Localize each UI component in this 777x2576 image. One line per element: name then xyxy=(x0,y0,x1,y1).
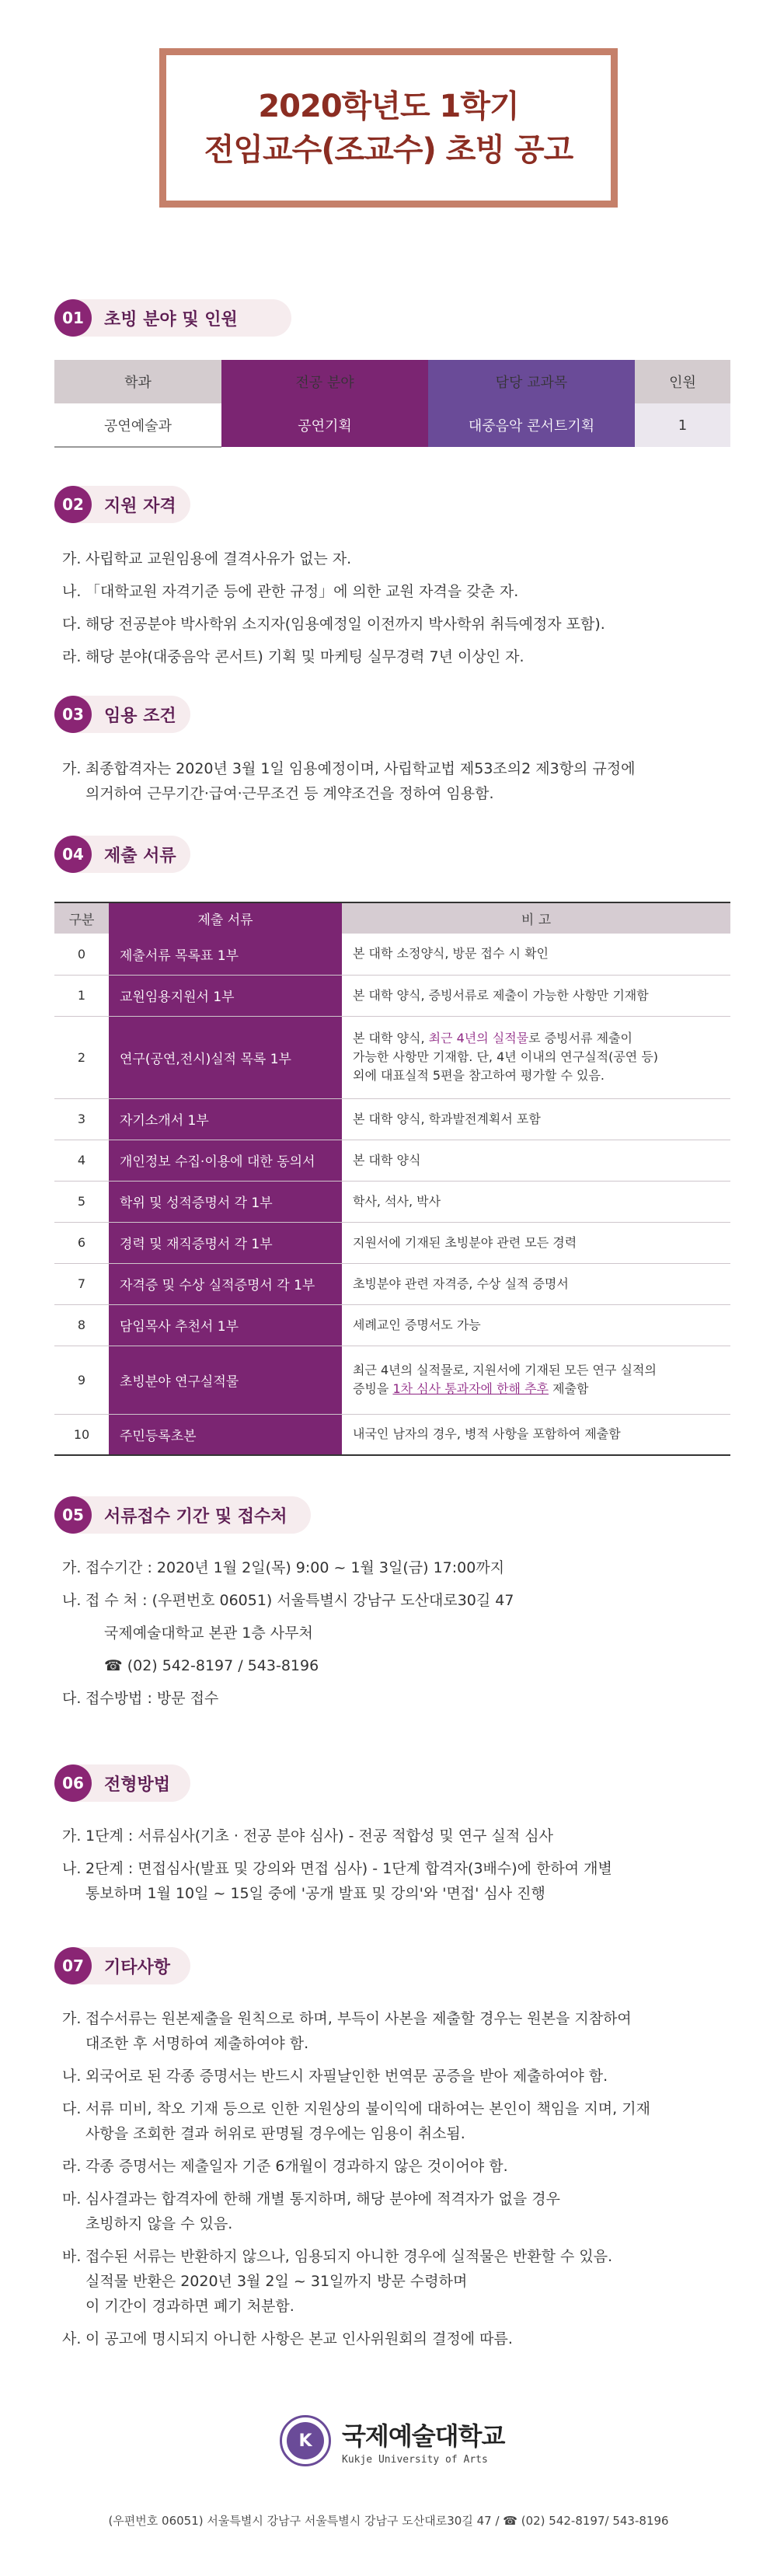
row-number: 0 xyxy=(54,934,109,975)
row-number: 10 xyxy=(54,1414,109,1455)
row-remark: 세례교인 증명서도 가능 xyxy=(342,1304,730,1346)
section-number: 02 xyxy=(54,486,92,523)
row-number: 2 xyxy=(54,1016,109,1098)
header-cell: 학과 xyxy=(54,360,221,403)
list-text: 이 공고에 명시되지 아니한 사항은 본교 인사위원회의 결정에 따름. xyxy=(85,2330,513,2347)
list-text: 접 수 처 : (우편번호 06051) 서울특별시 강남구 도산대로30길 47 xyxy=(85,1592,514,1609)
table-row xyxy=(54,1016,730,1098)
remark-text: 제출함 xyxy=(549,1381,589,1396)
list-marker: 가. xyxy=(62,1559,82,1576)
list-text: 2단계 : 면접심사(발표 및 강의와 면접 심사) - 1단계 합격자(3배수)에 한하여 개별 통보하며 1월 10일 ~ 15일 중에 '공개 발표 및 강의'와 '면접' 심사 진행 xyxy=(85,1860,612,1902)
list-item xyxy=(62,579,730,604)
section-header xyxy=(54,696,730,733)
list-text: 접수된 서류는 반환하지 않으나, 임용되지 아니한 경우에 실적물은 반환할 수 있음. 실적물 반환은 2020년 3월 2일 ~ 31일까지 방문 수령하며 이 기간이 경과하면 폐기 처분함. xyxy=(85,2248,613,2315)
list-item xyxy=(62,1555,730,1580)
title-line-2: 전임교수(조교수) 초빙 공고 xyxy=(204,131,573,168)
qualifications-list xyxy=(54,546,730,669)
row-remark: 본 대학 소정양식, 방문 접수 시 확인 xyxy=(342,934,730,975)
list-item xyxy=(62,612,730,637)
list-text: 최종합격자는 2020년 3월 1일 임용예정이며, 사립학교법 제53조의2 제3항의 규정에 의거하여 근무기간·급여·근무조건 등 계약조건을 정하여 임용함. xyxy=(85,760,636,802)
header-cell: 담당 교과목 xyxy=(428,360,635,403)
row-document: 담임목사 추천서 1부 xyxy=(109,1304,342,1346)
list-item xyxy=(62,2006,730,2056)
remark-text: 로 증빙서류 제출이 가능한 사항만 기재함. 단, 4년 이내의 연구실적(공연 등) 외에 대표실적 5편을 참고하여 평가할 수 있음. xyxy=(353,1031,659,1083)
section-number: 05 xyxy=(54,1496,92,1534)
row-remark: 본 대학 양식, 학과발전계획서 포함 xyxy=(342,1098,730,1140)
table-row xyxy=(54,1140,730,1181)
list-item xyxy=(62,546,730,571)
row-remark: 본 대학 양식 xyxy=(342,1140,730,1181)
list-item xyxy=(62,1588,730,1613)
row-document: 경력 및 재직증명서 각 1부 xyxy=(109,1222,342,1263)
title-line-1: 2020학년도 1학기 xyxy=(258,88,519,124)
list-marker: 바. xyxy=(62,2248,82,2265)
title-box xyxy=(159,48,618,208)
row-remark: 지원서에 기재된 초빙분야 관련 모든 경력 xyxy=(342,1222,730,1263)
section-screening xyxy=(54,1764,730,1914)
list-text: 접수서류는 원본제출을 원칙으로 하며, 부득이 사본을 제출할 경우는 원본을 지참하여 대조한 후 서명하여 제출하여야 함. xyxy=(85,2010,632,2052)
row-number: 3 xyxy=(54,1098,109,1140)
list-item xyxy=(62,644,730,669)
table-row xyxy=(54,1098,730,1140)
row-document: 제출서류 목록표 1부 xyxy=(109,934,342,975)
row-remark: 초빙분야 관련 자격증, 수상 실적 증명서 xyxy=(342,1263,730,1304)
list-item xyxy=(62,1824,730,1848)
section-number: 06 xyxy=(54,1764,92,1802)
list-marker: 가. xyxy=(62,760,82,777)
list-marker: 나. xyxy=(62,583,82,600)
section-title: 제출 서류 xyxy=(104,846,176,866)
list-text: 심사결과는 합격자에 한해 개별 통지하며, 해당 분야에 적격자가 없을 경우 초빙하지 않을 수 있음. xyxy=(85,2190,561,2232)
header-cell: 구분 xyxy=(54,902,109,934)
row-remark: 학사, 석사, 박사 xyxy=(342,1181,730,1222)
section-qualifications xyxy=(54,486,730,677)
section-title: 기타사항 xyxy=(104,1957,171,1977)
table-row xyxy=(54,1346,730,1414)
conditions-list xyxy=(54,756,730,806)
header-cell: 인원 xyxy=(635,360,730,403)
cell-course: 대중음악 콘서트기획 xyxy=(428,403,635,447)
list-item xyxy=(62,2154,730,2179)
list-marker: 라. xyxy=(62,648,82,665)
section-number: 01 xyxy=(54,299,92,337)
list-item xyxy=(62,756,730,806)
list-text: 「대학교원 자격기준 등에 관한 규정」에 의한 교원 자격을 갖춘 자. xyxy=(85,583,519,600)
row-document: 주민등록초본 xyxy=(109,1414,342,1455)
row-number: 7 xyxy=(54,1263,109,1304)
section-positions xyxy=(54,299,730,337)
table-header-row xyxy=(54,902,730,934)
list-text: 1단계 : 서류심사(기초 · 전공 분야 심사) - 전공 적합성 및 연구 실적 심사 xyxy=(85,1827,553,1845)
table-row xyxy=(54,1304,730,1346)
section-header xyxy=(54,1764,730,1802)
submission-list xyxy=(54,1555,730,1711)
section-title: 임용 조건 xyxy=(104,706,176,726)
list-item xyxy=(62,2096,730,2146)
remark-highlight: 최근 4년의 실적물 xyxy=(428,1031,529,1045)
list-text: 해당 전공분야 박사학위 소지자(임용예정일 이전까지 박사학위 취득예정자 포함). xyxy=(85,616,605,633)
list-marker: 사. xyxy=(62,2330,82,2347)
address-office: 국제예술대학교 본관 1층 사무처 xyxy=(104,1625,313,1642)
documents-table-wrap xyxy=(54,902,730,1456)
section-title: 초빙 분야 및 인원 xyxy=(104,309,238,330)
section-header xyxy=(54,1496,730,1534)
section-header xyxy=(54,299,730,337)
row-number: 1 xyxy=(54,975,109,1016)
list-marker: 가. xyxy=(62,1827,82,1845)
documents-table xyxy=(54,902,730,1456)
section-header xyxy=(54,486,730,523)
university-seal-icon xyxy=(280,2415,331,2466)
section-others xyxy=(54,1947,730,2359)
list-marker: 다. xyxy=(62,616,82,633)
header-cell: 비 고 xyxy=(342,902,730,934)
row-remark xyxy=(342,1346,730,1414)
phone-number: ☎ (02) 542-8197 / 543-8196 xyxy=(104,1657,319,1674)
cell-department: 공연예술과 xyxy=(54,403,221,447)
seal-letter: K xyxy=(287,2422,324,2459)
table-header-row xyxy=(54,360,730,403)
remark-text: 최근 4년의 실적물로, 지원서에 기재된 모든 연구 실적의 증빙을 xyxy=(353,1363,657,1396)
footer-address: (우편번호 06051) 서울특별시 강남구 서울특별시 강남구 도산대로30길 47 / ☎ (02) 542-8197/ 543-8196 xyxy=(108,2514,669,2528)
university-name-en: Kukje University of Arts xyxy=(342,2453,488,2466)
row-remark: 본 대학 양식, 증빙서류로 제출이 가능한 사항만 기재함 xyxy=(342,975,730,1016)
list-text: 각종 증명서는 제출일자 기준 6개월이 경과하지 않은 것이어야 함. xyxy=(85,2158,508,2175)
header-cell: 제출 서류 xyxy=(109,902,342,934)
list-marker: 나. xyxy=(62,2068,82,2085)
row-number: 5 xyxy=(54,1181,109,1222)
university-name-ko: 국제예술대학교 xyxy=(342,2421,505,2451)
list-marker: 나. xyxy=(62,1592,82,1609)
list-marker: 가. xyxy=(62,2010,82,2027)
section-title: 전형방법 xyxy=(104,1775,171,1795)
cell-count: 1 xyxy=(635,403,730,447)
table-row xyxy=(54,1222,730,1263)
list-item xyxy=(62,1686,730,1711)
list-text: 사립학교 교원임용에 결격사유가 없는 자. xyxy=(85,550,352,567)
section-number: 04 xyxy=(54,836,92,873)
list-marker: 나. xyxy=(62,1860,82,1877)
list-marker: 다. xyxy=(62,2100,82,2117)
remark-highlight: 1차 심사 통과자에 한해 추후 xyxy=(392,1381,549,1396)
list-text: 외국어로 된 각종 증명서는 반드시 자필날인한 번역문 공증을 받아 제출하여야 함. xyxy=(85,2068,608,2085)
screening-list xyxy=(54,1824,730,1906)
list-marker: 가. xyxy=(62,550,82,567)
list-text: 서류 미비, 착오 기재 등으로 인한 지원상의 불이익에 대하여는 본인이 책임을 지며, 기재 사항을 조회한 결과 허위로 판명될 경우에는 임용이 취소됨. xyxy=(85,2100,650,2142)
row-document: 자기소개서 1부 xyxy=(109,1098,342,1140)
row-number: 4 xyxy=(54,1140,109,1181)
section-title: 서류접수 기간 및 접수처 xyxy=(104,1506,287,1527)
list-item xyxy=(62,2244,730,2319)
table-row xyxy=(54,934,730,975)
list-marker: 라. xyxy=(62,2158,82,2175)
row-document: 교원임용지원서 1부 xyxy=(109,975,342,1016)
list-text: 해당 분야(대중음악 콘서트) 기획 및 마케팅 실무경력 7년 이상인 자. xyxy=(85,648,524,665)
section-number: 03 xyxy=(54,696,92,733)
table-row xyxy=(54,1181,730,1222)
row-document: 초빙분야 연구실적물 xyxy=(109,1346,342,1414)
section-documents xyxy=(54,836,730,873)
list-marker: 마. xyxy=(62,2190,82,2208)
list-text: 접수방법 : 방문 접수 xyxy=(85,1690,219,1707)
row-remark: 내국인 남자의 경우, 병적 사항을 포함하여 제출함 xyxy=(342,1414,730,1455)
list-item xyxy=(62,1856,730,1906)
logo-text xyxy=(342,2417,504,2466)
row-document: 개인정보 수집·이용에 대한 동의서 xyxy=(109,1140,342,1181)
section-conditions xyxy=(54,696,730,814)
list-text: 접수기간 : 2020년 1월 2일(목) 9:00 ~ 1월 3일(금) 17:00까지 xyxy=(85,1559,505,1576)
list-item xyxy=(62,2326,730,2351)
section-submission xyxy=(54,1496,730,1719)
table-row xyxy=(54,1414,730,1455)
positions-table-wrap xyxy=(54,360,730,448)
header-cell: 전공 분야 xyxy=(221,360,428,403)
row-document: 연구(공연,전시)실적 목록 1부 xyxy=(109,1016,342,1098)
list-item xyxy=(62,2064,730,2089)
cell-field: 공연기획 xyxy=(221,403,428,447)
list-marker: 다. xyxy=(62,1690,82,1707)
row-number: 6 xyxy=(54,1222,109,1263)
section-header xyxy=(54,836,730,873)
remark-text: 본 대학 양식, xyxy=(353,1031,429,1045)
positions-table xyxy=(54,360,730,448)
row-remark xyxy=(342,1016,730,1098)
section-header xyxy=(54,1947,730,1984)
section-number: 07 xyxy=(54,1947,92,1984)
university-logo xyxy=(280,2410,528,2472)
row-document: 자격증 및 수상 실적증명서 각 1부 xyxy=(109,1263,342,1304)
row-number: 9 xyxy=(54,1346,109,1414)
list-item xyxy=(62,2187,730,2236)
row-document: 학위 및 성적증명서 각 1부 xyxy=(109,1181,342,1222)
section-title: 지원 자격 xyxy=(104,496,176,516)
table-row xyxy=(54,975,730,1016)
others-list xyxy=(54,2006,730,2351)
table-row xyxy=(54,403,730,447)
table-row xyxy=(54,1263,730,1304)
row-number: 8 xyxy=(54,1304,109,1346)
